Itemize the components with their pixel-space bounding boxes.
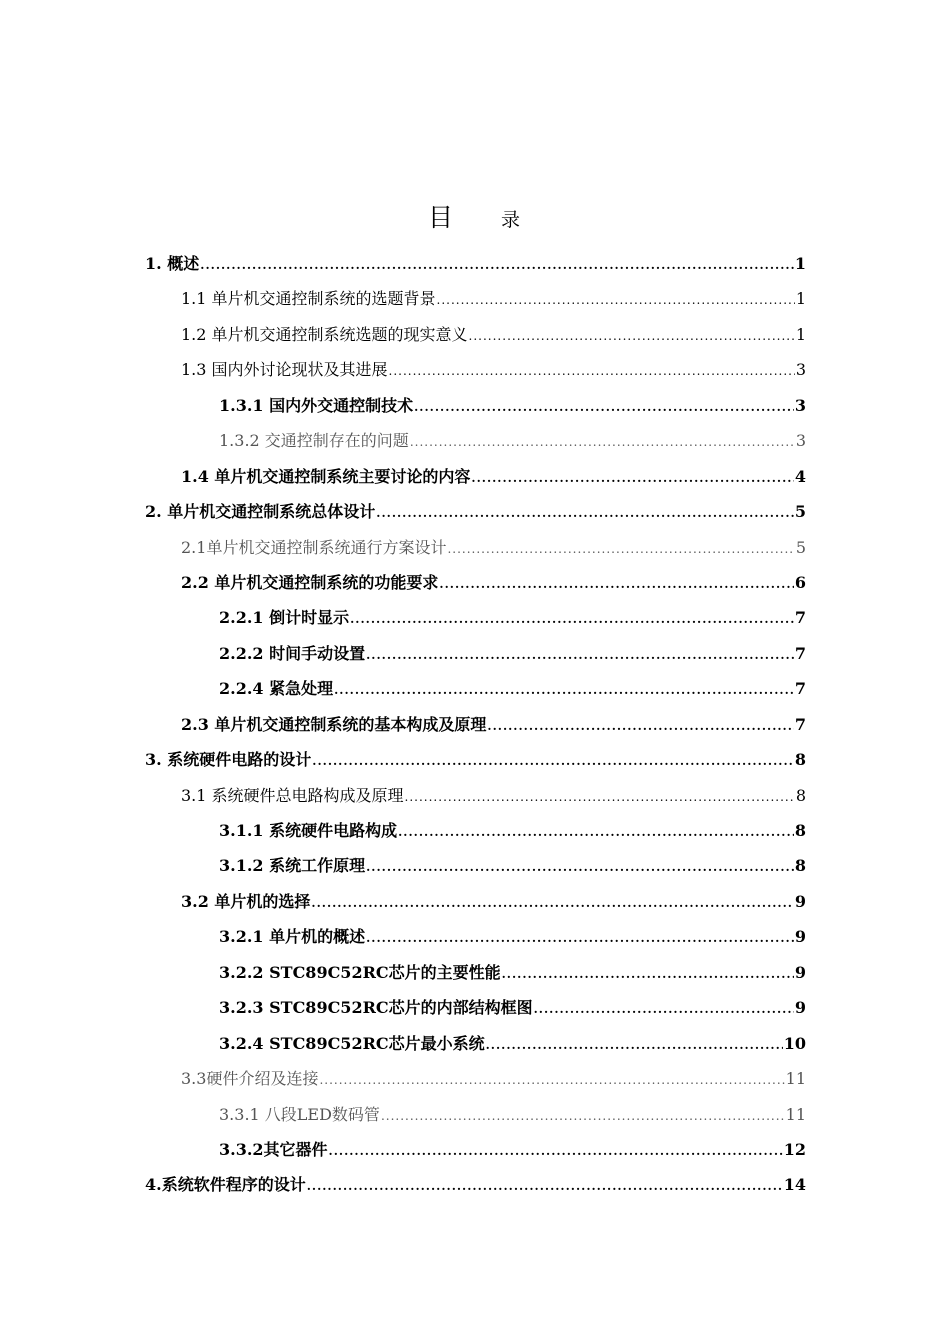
toc-leader-dots	[414, 390, 794, 425]
toc-entry[interactable]	[145, 246, 806, 281]
toc-entry[interactable]	[145, 388, 806, 423]
toc-leader-dots	[200, 248, 794, 283]
toc-entry-label: 3.1 系统硬件总电路构成及原理	[181, 785, 404, 805]
toc-leader-dots	[334, 673, 794, 708]
toc-entry-page: 7	[794, 714, 806, 734]
toc-entry[interactable]	[145, 1061, 806, 1096]
toc-leader-dots	[447, 532, 794, 567]
toc-leader-dots	[329, 1134, 783, 1169]
toc-entry-label: 2.2 单片机交通控制系统的功能要求	[181, 572, 439, 592]
toc-leader-dots	[486, 1028, 783, 1063]
toc-entry-page: 5	[795, 537, 806, 557]
toc-entry-page: 9	[794, 962, 806, 982]
toc-entry-page: 8	[795, 785, 806, 805]
toc-leader-dots	[366, 850, 794, 885]
toc-entry[interactable]	[145, 884, 806, 919]
toc-entry[interactable]	[145, 636, 806, 671]
toc-leader-dots	[502, 957, 794, 992]
toc-entry[interactable]	[145, 281, 806, 316]
toc-entry-page: 3	[794, 395, 806, 415]
toc-leader-dots	[398, 815, 794, 850]
toc-entry-label: 3.2.1 单片机的概述	[219, 927, 366, 947]
toc-entry-label: 1.2 单片机交通控制系统选题的现实意义	[181, 324, 468, 344]
toc-leader-dots	[437, 283, 795, 318]
toc-entry-label: 1.3.2 交通控制存在的问题	[219, 431, 409, 451]
toc-entry-label: 3.2.3 STC89C52RC芯片的内部结构框图	[219, 998, 533, 1018]
toc-title	[0, 198, 950, 234]
toc-entry-label: 2.3 单片机交通控制系统的基本构成及原理	[181, 714, 487, 734]
toc-entry[interactable]	[145, 459, 806, 494]
toc-entry[interactable]	[145, 530, 806, 565]
toc-entry-label: 1.4 单片机交通控制系统主要讨论的内容	[181, 466, 471, 486]
table-of-contents	[145, 246, 806, 1203]
toc-entry-page: 4	[794, 466, 806, 486]
toc-entry-label: 2.1单片机交通控制系统通行方案设计	[181, 537, 447, 557]
toc-leader-dots	[439, 567, 793, 602]
toc-entry-label: 1.1 单片机交通控制系统的选题背景	[181, 289, 436, 309]
toc-entry-page: 3	[795, 431, 806, 451]
toc-leader-dots	[381, 1099, 785, 1134]
toc-entry-page: 10	[783, 1033, 806, 1053]
toc-entry-label: 3.2.4 STC89C52RC芯片最小系统	[219, 1033, 485, 1053]
toc-entry[interactable]	[145, 742, 806, 777]
toc-entry-label: 4.系统软件程序的设计	[145, 1175, 306, 1195]
toc-entry-page: 12	[783, 1139, 806, 1159]
toc-entry[interactable]	[145, 848, 806, 883]
toc-entry-page: 9	[794, 891, 806, 911]
toc-entry-page: 9	[794, 998, 806, 1018]
toc-leader-dots	[534, 992, 794, 1027]
toc-leader-dots	[319, 1063, 784, 1098]
toc-entry-label: 3.3.2其它器件	[219, 1139, 328, 1159]
toc-entry[interactable]	[145, 778, 806, 813]
toc-leader-dots	[487, 709, 793, 744]
toc-entry-page: 11	[785, 1069, 806, 1089]
toc-entry-label: 2.2.2 时间手动设置	[219, 643, 366, 663]
toc-entry-page: 8	[794, 821, 806, 840]
toc-entry[interactable]	[145, 813, 806, 848]
toc-entry[interactable]	[145, 600, 806, 635]
toc-entry-label: 2.2.1 倒计时显示	[219, 608, 350, 628]
toc-leader-dots	[311, 886, 793, 921]
toc-entry-page: 7	[794, 643, 806, 663]
toc-leader-dots	[405, 780, 795, 815]
toc-entry[interactable]	[145, 955, 806, 990]
toc-entry-page: 8	[794, 750, 806, 770]
toc-leader-dots	[471, 461, 793, 496]
toc-entry[interactable]	[145, 1026, 806, 1061]
toc-entry-page: 7	[794, 608, 806, 628]
toc-entry-label: 1.3 国内外讨论现状及其进展	[181, 360, 388, 380]
toc-entry[interactable]	[145, 1097, 806, 1132]
toc-entry-page: 3	[795, 360, 806, 380]
toc-entry[interactable]	[145, 494, 806, 529]
toc-entry[interactable]	[145, 671, 806, 706]
toc-entry-page: 1	[795, 324, 806, 344]
toc-entry[interactable]	[145, 565, 806, 600]
toc-entry-label: 3.2 单片机的选择	[181, 891, 311, 911]
toc-entry-label: 1. 概述	[145, 254, 200, 273]
toc-entry-label: 3.3硬件介绍及连接	[181, 1069, 319, 1089]
toc-entry[interactable]	[145, 1132, 806, 1167]
toc-entry[interactable]	[145, 317, 806, 352]
toc-entry-label: 3.3.1 八段LED数码管	[219, 1104, 380, 1124]
toc-entry-page: 1	[794, 254, 806, 273]
toc-title-char2: 录	[501, 209, 523, 231]
toc-entry-label: 3. 系统硬件电路的设计	[145, 750, 312, 770]
toc-entry-page: 9	[794, 927, 806, 947]
toc-entry-page: 6	[794, 572, 806, 592]
toc-entry-page: 11	[785, 1104, 806, 1124]
toc-entry-page: 7	[794, 679, 806, 699]
toc-entry[interactable]	[145, 352, 806, 387]
toc-entry-label: 1.3.1 国内外交通控制技术	[219, 395, 414, 415]
toc-leader-dots	[410, 425, 795, 460]
toc-entry-label: 3.2.2 STC89C52RC芯片的主要性能	[219, 962, 501, 982]
toc-leader-dots	[307, 1169, 783, 1204]
toc-entry-page: 14	[783, 1175, 806, 1195]
toc-entry[interactable]	[145, 919, 806, 954]
toc-entry-page: 8	[794, 856, 806, 876]
toc-leader-dots	[469, 319, 795, 354]
toc-entry-page: 1	[795, 289, 806, 309]
toc-title-char1: 目	[427, 203, 455, 232]
toc-leader-dots	[312, 744, 794, 779]
toc-entry[interactable]	[145, 423, 806, 458]
toc-entry-label: 2.2.4 紧急处理	[219, 679, 334, 699]
toc-leader-dots	[366, 921, 794, 956]
toc-entry-page: 5	[794, 502, 806, 522]
toc-leader-dots	[376, 496, 794, 531]
toc-entry-label: 2. 单片机交通控制系统总体设计	[145, 502, 376, 522]
toc-entry[interactable]	[145, 707, 806, 742]
toc-leader-dots	[366, 638, 794, 673]
toc-entry[interactable]	[145, 990, 806, 1025]
toc-leader-dots	[389, 354, 795, 389]
toc-entry-label: 3.1.1 系统硬件电路构成	[219, 821, 398, 840]
toc-entry[interactable]	[145, 1167, 806, 1202]
toc-leader-dots	[350, 602, 794, 637]
toc-entry-label: 3.1.2 系统工作原理	[219, 856, 366, 876]
